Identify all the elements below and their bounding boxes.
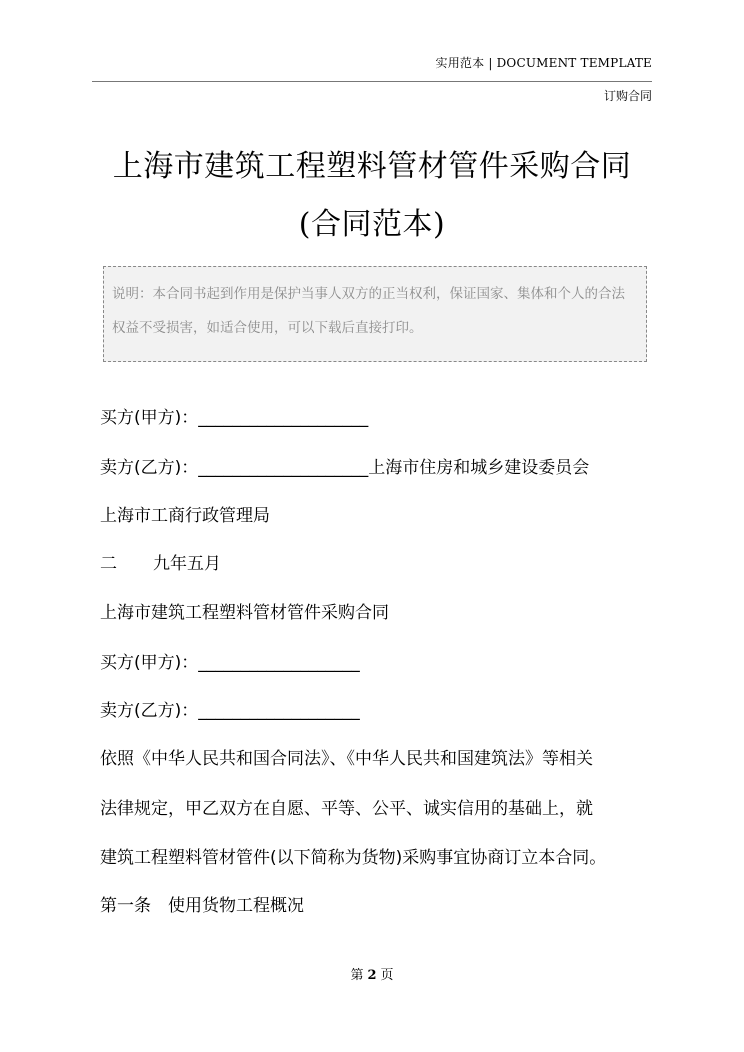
date-part-b: 九年五月 <box>153 554 221 574</box>
agency-line: 上海市工商行政管理局 <box>100 506 270 526</box>
header-subtitle: 订购合同 <box>603 89 652 103</box>
footer-suffix: 页 <box>380 968 394 983</box>
date-part-a: 二 <box>100 554 117 574</box>
seller-line: 卖方(乙方)：____________________上海市住房和城乡建设委员会 <box>100 458 590 478</box>
paragraph-line-1: 依照《中华人民共和国合同法》、《中华人民共和国建筑法》等相关 <box>100 749 593 769</box>
note-box <box>103 266 647 362</box>
buyer-line-2: 买方(甲方)：___________________ <box>100 653 360 673</box>
page-number: 2 <box>367 968 377 983</box>
footer-prefix: 第 <box>350 968 364 983</box>
header-label: 实用范本 | DOCUMENT TEMPLATE <box>435 56 652 70</box>
paragraph-line-3: 建筑工程塑料管材管件(以下简称为货物)采购事宜协商订立本合同。 <box>100 848 607 868</box>
date-line <box>100 549 221 574</box>
page-footer <box>0 964 744 983</box>
contract-name-line: 上海市建筑工程塑料管材管件采购合同 <box>100 603 389 623</box>
article-heading: 第一条 使用货物工程概况 <box>100 896 304 916</box>
buyer-line: 买方(甲方)：____________________ <box>100 408 369 428</box>
header-divider <box>92 81 652 82</box>
paragraph-line-2: 法律规定，甲乙双方在自愿、平等、公平、诚实信用的基础上，就 <box>100 799 593 819</box>
note-text: 说明：本合同书起到作用是保护当事人双方的正当权利，保证国家、集体和个人的合法权益不受损害，如适合使用，可以下载后直接打印。 <box>112 286 625 336</box>
document-subtitle: (合同范本) <box>298 207 446 242</box>
document-title: 上海市建筑工程塑料管材管件采购合同 <box>112 149 632 184</box>
seller-line-2: 卖方(乙方)：___________________ <box>100 701 360 721</box>
